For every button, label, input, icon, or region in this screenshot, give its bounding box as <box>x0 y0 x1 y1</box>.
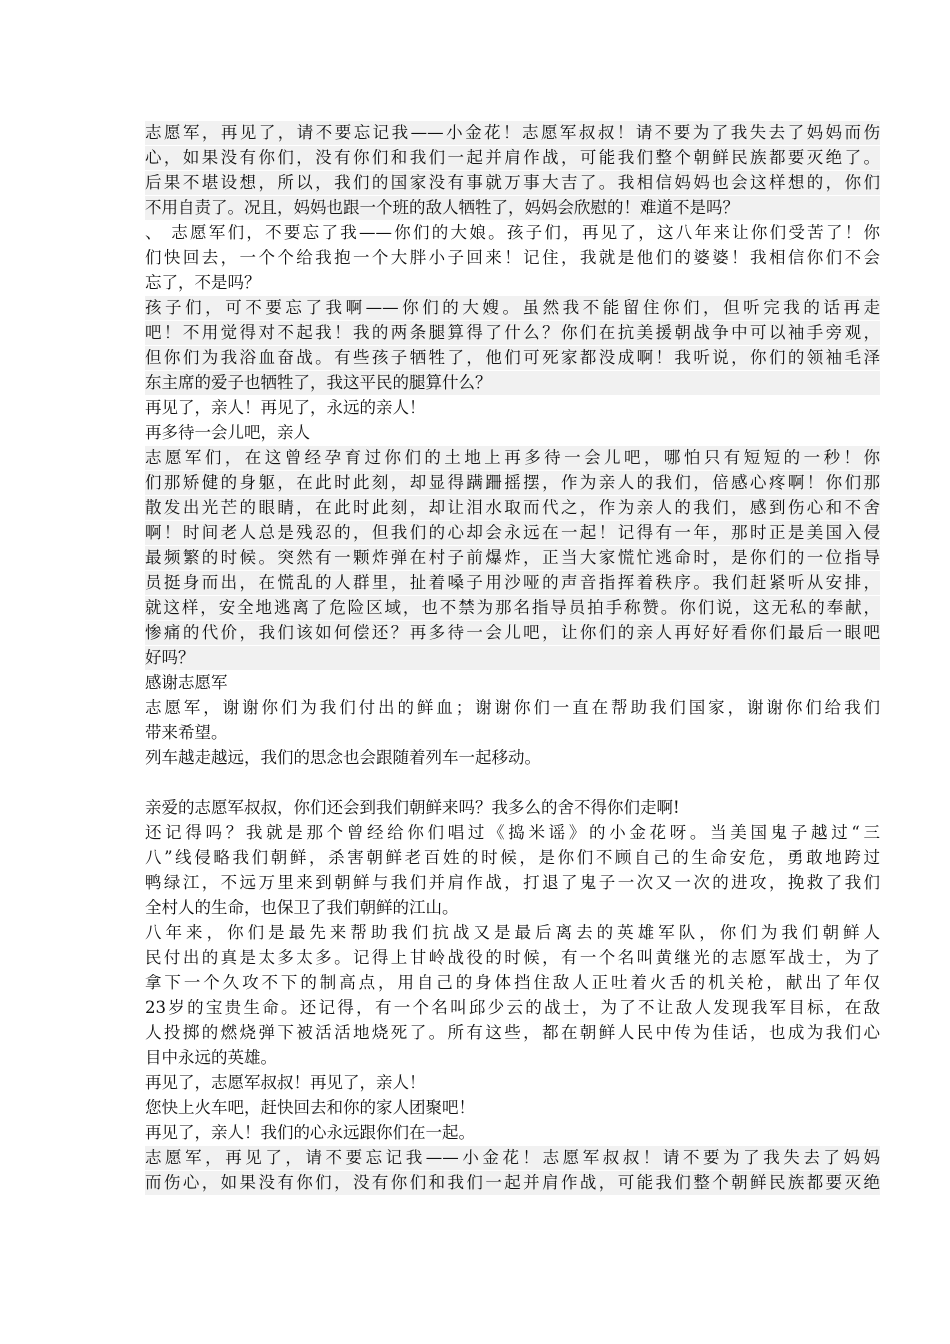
text-line: 志愿军们，在这曾经孕育过你们的土地上再多待一会儿吧，哪怕只有短短的一秒！你 <box>145 446 880 470</box>
text-line: 鸭绿江，不远万里来到朝鲜与我们并肩作战，打退了鬼子一次又一次的进攻，挽救了我们 <box>145 873 880 892</box>
text-line: 亲爱的志愿军叔叔，你们还会到我们朝鲜来吗？我多么的舍不得你们走啊! <box>145 798 680 817</box>
text-line: 忘了，不是吗？ <box>145 273 261 292</box>
text-line: 们快回去，一个个给我抱一个大胖小子回来！记住，我就是他们的婆婆！我相信你们不会 <box>145 248 880 267</box>
text-line: 而伤心，如果没有你们，没有你们和我们一起并肩作战，可能我们整个朝鲜民族都要灭绝 <box>145 1171 880 1195</box>
text-line: 最频繁的时候。突然有一颗炸弹在村子前爆炸，正当大家慌忙逃命时，是你们的一位指导 <box>145 546 880 570</box>
text-line: 、 志愿军们，不要忘了我——你们的大娘。孩子们，再见了，这八年来让你们受苦了！你 <box>145 223 880 242</box>
text-line: 散发出光芒的眼睛，在此时此刻，却让泪水取而代之，作为亲人的我们，感到伤心和不舍 <box>145 496 880 520</box>
text-line: 惨痛的代价，我们该如何偿还？再多待一会儿吧，让你们的亲人再好好看你们最后一眼吧 <box>145 621 880 645</box>
text-line: 孩子们，可不要忘了我啊——你们的大嫂。虽然我不能留住你们，但听完我的话再走 <box>145 296 880 320</box>
text-line: 再见了，志愿军叔叔！再见了，亲人！ <box>145 1073 426 1092</box>
text-line: 再见了，亲人！再见了，永远的亲人！ <box>145 398 426 417</box>
text-line: 志愿军，再见了，请不要忘记我——小金花！志愿军叔叔！请不要为了我失去了妈妈而伤 <box>145 121 880 145</box>
text-line: 人投掷的燃烧弹下被活活地烧死了。所有这些，都在朝鲜人民中传为佳话，也成为我们心 <box>145 1023 880 1042</box>
text-line: 东主席的爱子也牺牲了，我这平民的腿算什么？ <box>145 371 880 395</box>
heading-line: 感谢志愿军 <box>145 673 228 692</box>
document-body <box>145 121 880 1196</box>
text-line: 好吗？ <box>145 646 880 670</box>
heading-line: 再多待一会儿吧，亲人 <box>145 423 310 442</box>
text-line: 们那矫健的身躯，在此时此刻，却显得蹒跚摇摆，作为亲人的我们，倍感心疼啊！你们那 <box>145 471 880 495</box>
text-line: 后果不堪设想，所以，我们的国家没有事就万事大吉了。我相信妈妈也会这样想的，你们 <box>145 171 880 195</box>
text-line: 您快上火车吧，赶快回去和你的家人团聚吧！ <box>145 1098 475 1117</box>
text-line: 再见了，亲人！我们的心永远跟你们在一起。 <box>145 1123 475 1142</box>
text-line: 志愿军，谢谢你们为我们付出的鲜血；谢谢你们一直在帮助我们国家，谢谢你们给我们 <box>145 698 880 717</box>
text-line: 目中永远的英雄。 <box>145 1048 277 1067</box>
text-line: 不用自责了。况且，妈妈也跟一个班的敌人牺牲了，妈妈会欣慰的！难道不是吗？ <box>145 196 880 220</box>
text-line: 但你们为我浴血奋战。有些孩子牺牲了，他们可死家都没成啊！我听说，你们的领袖毛泽 <box>145 346 880 370</box>
text-line: 八年来，你们是最先来帮助我们抗战又是最后离去的英雄军队，你们为我们朝鲜人 <box>145 923 880 942</box>
text-line: 全村人的生命，也保卫了我们朝鲜的江山。 <box>145 898 459 917</box>
text-line: 啊！时间老人总是残忍的，但我们的心却会永远在一起！记得有一年，那时正是美国入侵 <box>145 521 880 545</box>
text-line: 还记得吗？我就是那个曾经给你们唱过《捣米谣》的小金花呀。当美国鬼子越过“三 <box>145 823 880 842</box>
text-line: 带来希望。 <box>145 723 228 742</box>
text-line: 民付出的真是太多太多。记得上甘岭战役的时候，有一个名叫黄继光的志愿军战士，为了 <box>145 948 880 967</box>
blank-line <box>145 771 880 795</box>
text-line: 23岁的宝贵生命。还记得，有一个名叫邱少云的战士，为了不让敌人发现我军目标，在敌 <box>145 998 880 1017</box>
text-line: 员挺身而出，在慌乱的人群里，扯着嗓子用沙哑的声音指挥着秩序。我们赶紧听从安排， <box>145 571 880 595</box>
text-line: 志愿军，再见了，请不要忘记我——小金花！志愿军叔叔！请不要为了我失去了妈妈 <box>145 1146 880 1170</box>
text-line: 拿下一个久攻不下的制高点，用自己的身体挡住敌人正吐着火舌的机关枪，献出了年仅 <box>145 973 880 992</box>
text-line: 心，如果没有你们，没有你们和我们一起并肩作战，可能我们整个朝鲜民族都要灭绝了。 <box>145 146 880 170</box>
text-line: 列车越走越远，我们的思念也会跟随着列车一起移动。 <box>145 748 541 767</box>
text-line: 吧！不用觉得对不起我！我的两条腿算得了什么？你们在抗美援朝战争中可以袖手旁观， <box>145 321 880 345</box>
text-line: 八”线侵略我们朝鲜，杀害朝鲜老百姓的时候，是你们不顾自己的生命安危，勇敢地跨过 <box>145 848 880 867</box>
text-line: 就这样，安全地逃离了危险区域，也不禁为那名指导员拍手称赞。你们说，这无私的奉献， <box>145 596 880 620</box>
